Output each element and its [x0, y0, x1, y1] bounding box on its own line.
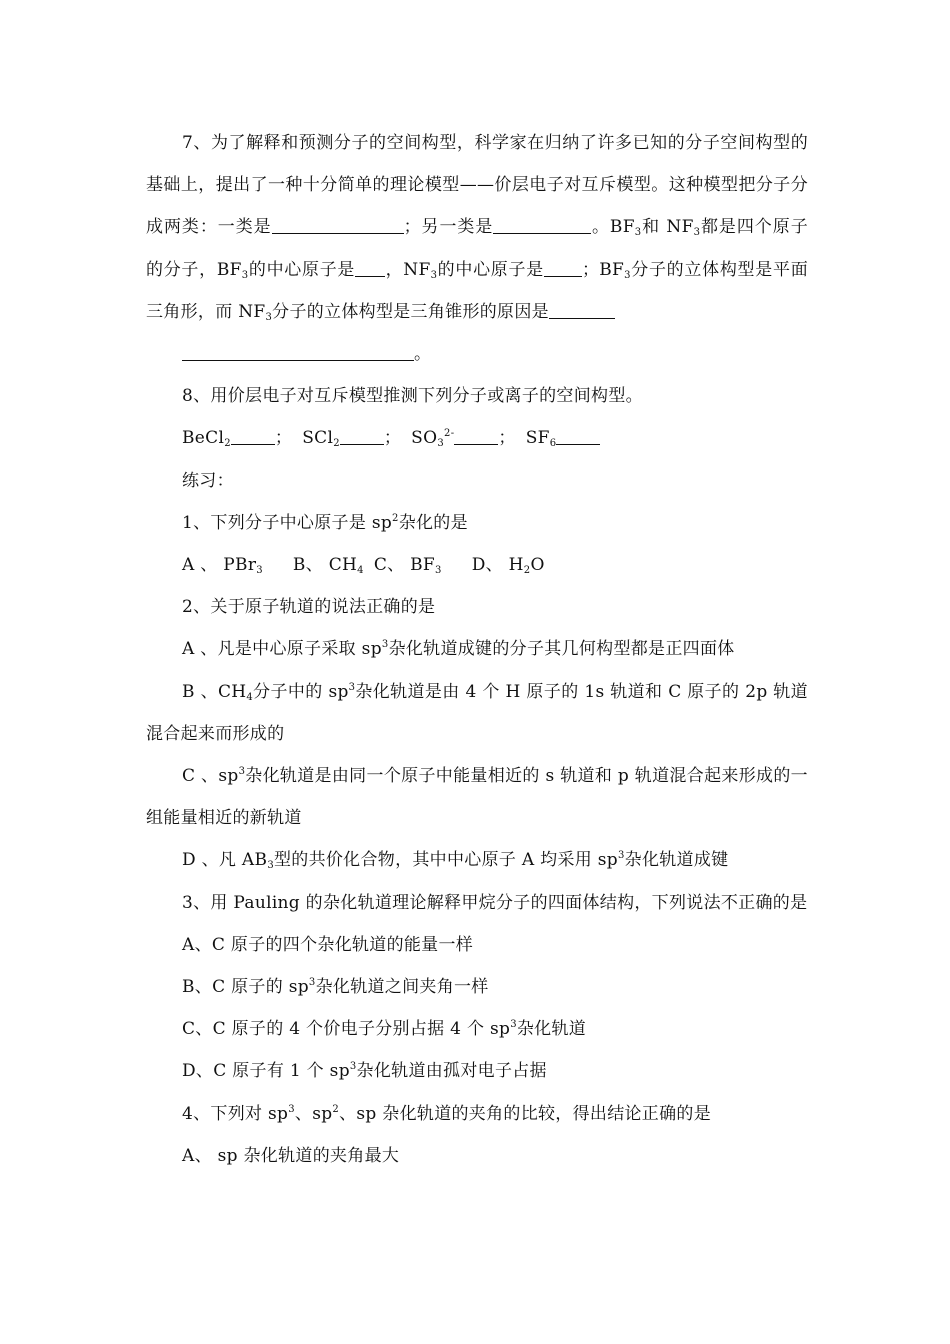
practice-3-stem: 3、用 Pauling 的杂化轨道理论解释甲烷分子的四面体结构，下列说法不正确的是: [182, 892, 808, 913]
question-7: 7、为了解释和预测分子的空间构型，科学家在归纳了许多已知的分子空间构型的基础上，提出了一种十分简单的理论模型——价层电子对互斥模型。这种模型把分子分成两类：一类是 ；另一类是 。$BF_3$和 $NF_3$都是四个原子的分子，$BF_3$的中心原子是 ，$NF_3$的中心原子是 ；$BF_3$分子的立体构型是平面三角形，而 $NF_3$分子的立体构型是三角锥形的原因是: [146, 133, 808, 323]
practice-4-option-a[interactable]: A、 sp 杂化轨道的夹角最大: [182, 1145, 400, 1166]
q7-text: 和 NF: [641, 217, 694, 238]
option-c[interactable]: C、 $BF_3$: [373, 555, 442, 577]
practice-heading: 练习：: [182, 470, 234, 491]
q7-continuation: 。: [146, 333, 808, 375]
q7-text: 。BF: [591, 217, 635, 238]
q7-text: ，NF: [385, 259, 431, 280]
q7-blank-3[interactable]: [355, 260, 385, 277]
document-body: [146, 122, 808, 1177]
q8-blank-becl2[interactable]: [231, 428, 275, 445]
practice-3-option-b[interactable]: B、C 原子的 $sp^3$杂化轨道之间夹角一样: [182, 977, 489, 998]
practice-3-option-d[interactable]: D、C 原子有 1 个 $sp^3$杂化轨道由孤对电子占据: [182, 1061, 547, 1082]
q8-blank-sf6[interactable]: [556, 428, 600, 445]
practice-2-option-d[interactable]: D 、凡 $AB_3$型的共价化合物，其中中心原子 A 均采用 $sp^3$杂化轨道成键: [182, 850, 729, 872]
option-b[interactable]: B、 $CH_4$: [292, 555, 364, 577]
practice-2-stem: 2、关于原子轨道的说法正确的是: [182, 597, 436, 618]
q7-blank-5b[interactable]: [182, 344, 414, 361]
option-d[interactable]: D、 $H_2O$: [471, 555, 545, 577]
q7-text: 都是四个原子的分子，BF: [146, 217, 808, 280]
practice-1-stem: 1、下列分子中心原子是 $sp^2$杂化的是: [182, 512, 468, 533]
practice-2-option-b[interactable]: B 、$CH_4$分子中的 $sp^3$杂化轨道是由 4 个 H 原子的 1s 轨道和 C 原子的 2p 轨道混合起来而形成的: [146, 681, 808, 744]
practice-3-option-c[interactable]: C、C 原子的 4 个价电子分别占据 4 个 $sp^3$杂化轨道: [182, 1019, 587, 1040]
q7-text: 的中心原子是: [248, 259, 356, 280]
q7-blank-2[interactable]: [493, 217, 591, 234]
q8-blank-so3[interactable]: [454, 428, 498, 445]
q8-items: BeCl$_2$ ； SCl$_2$ ； $SO_3^{2-}$ ； $SF_6$: [146, 417, 808, 459]
q7-blank-5a[interactable]: [549, 302, 615, 319]
q7-text: ；另一类是: [403, 217, 494, 238]
question-8: [146, 375, 808, 417]
q8-blank-scl2[interactable]: [340, 428, 384, 445]
q7-text: 分子的立体构型是三角锥形的原因是: [272, 301, 549, 322]
q7-text: 分子的立体构型是平面三角形，而 NF: [146, 259, 808, 322]
practice-1-options: [146, 544, 808, 586]
q7-text: ；BF: [581, 259, 625, 280]
q7-blank-4[interactable]: [544, 260, 582, 277]
q7-blank-1[interactable]: [272, 217, 404, 234]
practice-4-stem: 4、下列对 $sp^3$、$sp^2$、sp 杂化轨道的夹角的比较，得出结论正确的是: [182, 1103, 712, 1124]
q7-text: 7、为了解释和预测分子的空间构型，科学家在归纳了许多已知的分子空间构型的基础上，提出了一种十分简单的理论模型——价层电子对互斥模型。这种模型把分子分成两类：一类是: [146, 133, 808, 238]
practice-2-option-a[interactable]: A 、凡是中心原子采取 $sp^3$杂化轨道成键的分子其几何构型都是正四面体: [182, 639, 735, 660]
option-a[interactable]: A 、 PBr$_3$: [182, 555, 263, 577]
practice-2-option-c[interactable]: C 、$sp^3$杂化轨道是由同一个原子中能量相近的 s 轨道和 p 轨道混合起来形成的一组能量相近的新轨道: [146, 766, 808, 829]
q7-text: 的中心原子是: [437, 259, 544, 280]
q8-text: 8、用价层电子对互斥模型推测下列分子或离子的空间构型。: [182, 386, 643, 407]
practice-3-option-a[interactable]: A、C 原子的四个杂化轨道的能量一样: [182, 934, 474, 955]
